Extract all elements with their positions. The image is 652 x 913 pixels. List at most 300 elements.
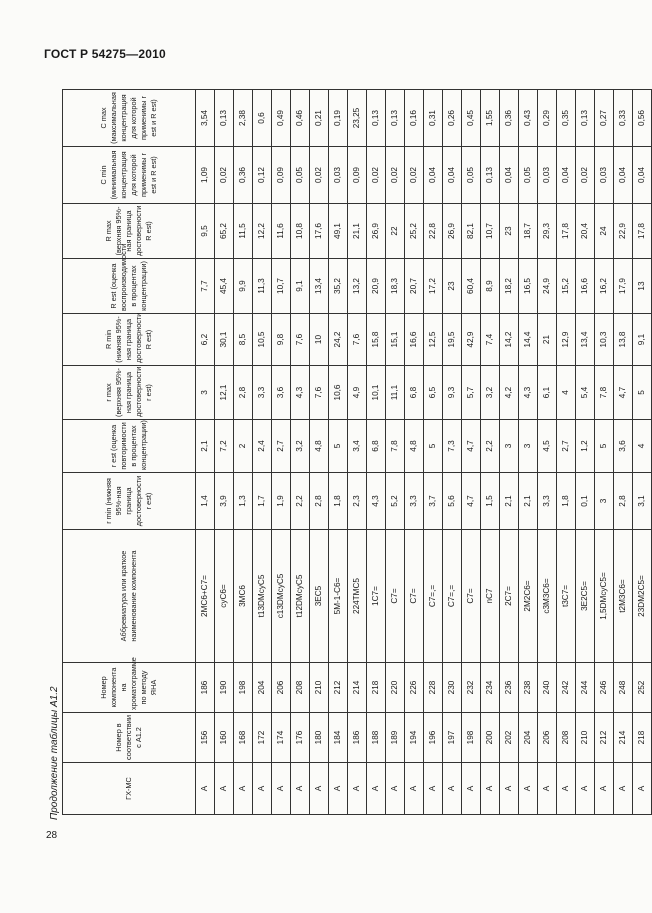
cell-R-max: 18,7: [519, 204, 538, 259]
cell-peak-number: 236: [500, 663, 519, 713]
cell-c-max: 0,13: [215, 90, 234, 147]
cell-c-min: 0,02: [310, 147, 329, 204]
cell-R-min: 10,5: [253, 314, 272, 366]
header-r-max: r max (верхняя 95%-ная граница достоверности r est): [63, 366, 196, 420]
cell-r-max: 4: [557, 366, 576, 420]
cell-c-max: 3,54: [196, 90, 215, 147]
cell-c-min: 0,04: [443, 147, 462, 204]
cell-number-a12: 180: [310, 713, 329, 763]
cell-R-max: 11,5: [234, 204, 253, 259]
cell-gcms: А: [633, 763, 652, 815]
cell-r-max: 7,6: [310, 366, 329, 420]
cell-R-max: 22,9: [614, 204, 633, 259]
cell-R-max: 82,1: [462, 204, 481, 259]
cell-abbreviation: C7=: [462, 530, 481, 663]
cell-r-est: 4,5: [538, 420, 557, 473]
table-caption: Продолжение таблицы А1.2: [49, 686, 60, 820]
cell-peak-number: 212: [329, 663, 348, 713]
cell-number-a12: 186: [348, 713, 367, 763]
cell-number-a12: 214: [614, 713, 633, 763]
cell-r-max: 5: [633, 366, 652, 420]
cell-abbreviation: C7=,=: [424, 530, 443, 663]
cell-c-max: 0,36: [500, 90, 519, 147]
cell-R-est: 13: [633, 259, 652, 314]
cell-abbreviation: 1C7=: [367, 530, 386, 663]
cell-R-min: 14,2: [500, 314, 519, 366]
header-row: [63, 90, 196, 815]
cell-R-max: 23: [500, 204, 519, 259]
cell-number-a12: 196: [424, 713, 443, 763]
cell-number-a12: 174: [272, 713, 291, 763]
cell-c-max: 0,45: [462, 90, 481, 147]
cell-abbreviation: C7=,=: [443, 530, 462, 663]
cell-abbreviation: c3M3C6=: [538, 530, 557, 663]
cell-r-min: 2,1: [500, 473, 519, 530]
cell-r-min: 3: [595, 473, 614, 530]
cell-number-a12: 188: [367, 713, 386, 763]
cell-R-est: 20,7: [405, 259, 424, 314]
cell-peak-number: 244: [576, 663, 595, 713]
cell-peak-number: 248: [614, 663, 633, 713]
cell-gcms: А: [253, 763, 272, 815]
cell-c-max: 1,55: [481, 90, 500, 147]
cell-gcms: А: [614, 763, 633, 815]
cell-r-min: 1,5: [481, 473, 500, 530]
cell-r-min: 5,6: [443, 473, 462, 530]
cell-gcms: А: [538, 763, 557, 815]
cell-c-min: 0,13: [481, 147, 500, 204]
cell-r-est: 4: [633, 420, 652, 473]
cell-r-min: 3,9: [215, 473, 234, 530]
rotated-table-wrapper: [62, 90, 646, 815]
cell-gcms: А: [234, 763, 253, 815]
header-gcms: ГХ-МС: [63, 763, 196, 815]
cell-number-a12: 156: [196, 713, 215, 763]
cell-c-max: 0,46: [291, 90, 310, 147]
cell-R-min: 15,8: [367, 314, 386, 366]
cell-gcms: А: [576, 763, 595, 815]
cell-R-max: 29,3: [538, 204, 557, 259]
header-peak-number: Номер компонента на хроматограмме по методу ЯНА: [63, 663, 196, 713]
cell-c-max: 0,16: [405, 90, 424, 147]
cell-c-min: 0,36: [234, 147, 253, 204]
cell-R-max: 20,4: [576, 204, 595, 259]
cell-peak-number: 210: [310, 663, 329, 713]
cell-r-min: 2,2: [291, 473, 310, 530]
cell-peak-number: 238: [519, 663, 538, 713]
cell-r-max: 2,8: [234, 366, 253, 420]
cell-r-est: 4,7: [462, 420, 481, 473]
cell-r-min: 0,1: [576, 473, 595, 530]
cell-c-min: 0,02: [386, 147, 405, 204]
table-row: [310, 90, 329, 815]
header-r-est: r est (оценка повторимости в процентах концентрации): [63, 420, 196, 473]
cell-abbreviation: t12DMcyC5: [291, 530, 310, 663]
cell-number-a12: 212: [595, 713, 614, 763]
table-row: [462, 90, 481, 815]
cell-c-min: 0,02: [215, 147, 234, 204]
cell-number-a12: 172: [253, 713, 272, 763]
cell-abbreviation: C7=: [386, 530, 405, 663]
cell-r-est: 6,8: [367, 420, 386, 473]
cell-R-est: 23: [443, 259, 462, 314]
cell-peak-number: 228: [424, 663, 443, 713]
cell-r-min: 1,4: [196, 473, 215, 530]
cell-R-est: 24,9: [538, 259, 557, 314]
cell-c-max: 0,31: [424, 90, 443, 147]
cell-c-min: 0,04: [557, 147, 576, 204]
cell-peak-number: 234: [481, 663, 500, 713]
cell-gcms: А: [595, 763, 614, 815]
table-row: [519, 90, 538, 815]
header-number-a12: Номер в соответствии с А1.2: [63, 713, 196, 763]
cell-abbreviation: C7=: [405, 530, 424, 663]
cell-abbreviation: 2C7=: [500, 530, 519, 663]
cell-abbreviation: 2МС6+С7=: [196, 530, 215, 663]
caption-wrapper: [48, 95, 62, 820]
cell-c-min: 0,05: [519, 147, 538, 204]
cell-c-min: 0,02: [576, 147, 595, 204]
cell-R-max: 9,5: [196, 204, 215, 259]
cell-peak-number: 186: [196, 663, 215, 713]
cell-r-max: 3,2: [481, 366, 500, 420]
cell-c-min: 0,03: [329, 147, 348, 204]
table-body: [196, 90, 652, 815]
cell-number-a12: 176: [291, 713, 310, 763]
cell-r-est: 1,2: [576, 420, 595, 473]
cell-c-max: 0,56: [633, 90, 652, 147]
cell-R-max: 17,8: [633, 204, 652, 259]
header-R-min: R min (нижняя 95%-ная граница достоверности R est): [63, 314, 196, 366]
cell-number-a12: 198: [462, 713, 481, 763]
cell-R-min: 8,5: [234, 314, 253, 366]
cell-r-max: 4,9: [348, 366, 367, 420]
table-row: [633, 90, 652, 815]
cell-peak-number: 252: [633, 663, 652, 713]
cell-r-max: 6,1: [538, 366, 557, 420]
table-row: [196, 90, 215, 815]
cell-r-est: 7,2: [215, 420, 234, 473]
cell-r-min: 1,8: [329, 473, 348, 530]
cell-c-min: 0,05: [462, 147, 481, 204]
cell-R-est: 17,2: [424, 259, 443, 314]
cell-R-min: 7,4: [481, 314, 500, 366]
cell-number-a12: 218: [633, 713, 652, 763]
cell-r-est: 2,2: [481, 420, 500, 473]
cell-r-est: 2,7: [557, 420, 576, 473]
cell-abbreviation: t3C7=: [557, 530, 576, 663]
cell-c-min: 0,12: [253, 147, 272, 204]
cell-R-min: 13,4: [576, 314, 595, 366]
cell-abbreviation: c13DMcyC5: [272, 530, 291, 663]
cell-r-min: 3,3: [405, 473, 424, 530]
cell-R-est: 17,9: [614, 259, 633, 314]
cell-r-est: 3: [500, 420, 519, 473]
cell-r-est: 7,8: [386, 420, 405, 473]
cell-c-min: 0,09: [348, 147, 367, 204]
cell-c-min: 0,04: [424, 147, 443, 204]
cell-r-min: 3,3: [538, 473, 557, 530]
cell-R-min: 15,1: [386, 314, 405, 366]
cell-abbreviation: 3MC6: [234, 530, 253, 663]
cell-r-max: 11,1: [386, 366, 405, 420]
cell-c-max: 0,6: [253, 90, 272, 147]
cell-R-max: 22: [386, 204, 405, 259]
cell-c-max: 0,13: [367, 90, 386, 147]
header-c-min: C min (минимальная концентрация для которой применимы r est и R est): [63, 147, 196, 204]
table-row: [538, 90, 557, 815]
cell-R-max: 10,7: [481, 204, 500, 259]
cell-R-max: 21,1: [348, 204, 367, 259]
cell-R-max: 12,2: [253, 204, 272, 259]
table-row: [481, 90, 500, 815]
cell-c-max: 0,49: [272, 90, 291, 147]
cell-c-min: 0,02: [367, 147, 386, 204]
cell-R-max: 26,9: [367, 204, 386, 259]
cell-gcms: А: [215, 763, 234, 815]
cell-R-min: 10: [310, 314, 329, 366]
cell-R-est: 16,2: [595, 259, 614, 314]
cell-gcms: А: [291, 763, 310, 815]
cell-peak-number: 214: [348, 663, 367, 713]
header-R-est: R est (оценка воспроизводимости в процентах концентрации): [63, 259, 196, 314]
cell-r-max: 7,8: [595, 366, 614, 420]
cell-c-min: 0,03: [595, 147, 614, 204]
cell-R-min: 13,8: [614, 314, 633, 366]
cell-abbreviation: 3E2C5=: [576, 530, 595, 663]
cell-r-est: 7,3: [443, 420, 462, 473]
table-row: [234, 90, 253, 815]
header-R-max: R max (верхняя 95%-ная граница достоверности R est): [63, 204, 196, 259]
cell-R-min: 14,4: [519, 314, 538, 366]
cell-abbreviation: cyC6=: [215, 530, 234, 663]
cell-R-max: 10,8: [291, 204, 310, 259]
cell-R-min: 6,2: [196, 314, 215, 366]
cell-R-max: 24: [595, 204, 614, 259]
cell-r-est: 2,4: [253, 420, 272, 473]
cell-number-a12: 202: [500, 713, 519, 763]
table-row: [576, 90, 595, 815]
cell-gcms: А: [272, 763, 291, 815]
cell-peak-number: 232: [462, 663, 481, 713]
cell-R-max: 17,6: [310, 204, 329, 259]
cell-number-a12: 189: [386, 713, 405, 763]
table-row: [348, 90, 367, 815]
cell-peak-number: 242: [557, 663, 576, 713]
cell-number-a12: 160: [215, 713, 234, 763]
cell-r-max: 4,3: [291, 366, 310, 420]
cell-r-est: 3,2: [291, 420, 310, 473]
cell-gcms: А: [443, 763, 462, 815]
cell-c-max: 0,26: [443, 90, 462, 147]
cell-R-min: 42,9: [462, 314, 481, 366]
cell-gcms: А: [481, 763, 500, 815]
cell-r-min: 3,7: [424, 473, 443, 530]
cell-R-est: 15,2: [557, 259, 576, 314]
table-row: [291, 90, 310, 815]
cell-R-est: 45,4: [215, 259, 234, 314]
cell-R-est: 35,2: [329, 259, 348, 314]
cell-peak-number: 220: [386, 663, 405, 713]
cell-abbreviation: 3EC5: [310, 530, 329, 663]
cell-r-min: 2,1: [519, 473, 538, 530]
cell-abbreviation: t2M3C6=: [614, 530, 633, 663]
cell-R-min: 24,2: [329, 314, 348, 366]
cell-r-min: 1,7: [253, 473, 272, 530]
cell-R-max: 11,6: [272, 204, 291, 259]
cell-r-est: 2,1: [196, 420, 215, 473]
page-number: 28: [46, 830, 58, 841]
cell-r-max: 12,1: [215, 366, 234, 420]
cell-R-max: 22,8: [424, 204, 443, 259]
cell-gcms: А: [462, 763, 481, 815]
cell-gcms: А: [367, 763, 386, 815]
table-row: [424, 90, 443, 815]
cell-peak-number: 226: [405, 663, 424, 713]
table-row: [557, 90, 576, 815]
cell-r-min: 4,7: [462, 473, 481, 530]
cell-R-max: 25,2: [405, 204, 424, 259]
cell-r-min: 1,9: [272, 473, 291, 530]
cell-peak-number: 230: [443, 663, 462, 713]
cell-number-a12: 204: [519, 713, 538, 763]
cell-R-min: 12,5: [424, 314, 443, 366]
cell-r-est: 4,8: [310, 420, 329, 473]
cell-r-min: 4,3: [367, 473, 386, 530]
cell-r-max: 3,6: [272, 366, 291, 420]
cell-r-min: 1,3: [234, 473, 253, 530]
document-header: ГОСТ Р 54275—2010: [44, 47, 166, 61]
cell-r-est: 3,6: [614, 420, 633, 473]
table-row: [443, 90, 462, 815]
cell-R-est: 13,4: [310, 259, 329, 314]
data-table: [62, 89, 652, 815]
table-row: [253, 90, 272, 815]
cell-R-est: 7,7: [196, 259, 215, 314]
cell-R-max: 49,1: [329, 204, 348, 259]
cell-R-est: 13,2: [348, 259, 367, 314]
table-row: [329, 90, 348, 815]
cell-c-max: 23,25: [348, 90, 367, 147]
cell-c-max: 0,33: [614, 90, 633, 147]
cell-R-est: 18,3: [386, 259, 405, 314]
cell-r-max: 6,8: [405, 366, 424, 420]
table-row: [215, 90, 234, 815]
header-r-min: r min (нижняя 95%-ная граница достоверности r est): [63, 473, 196, 530]
table-row: [614, 90, 633, 815]
table-row: [500, 90, 519, 815]
cell-R-min: 7,6: [348, 314, 367, 366]
cell-c-min: 0,02: [405, 147, 424, 204]
cell-r-max: 6,5: [424, 366, 443, 420]
cell-R-min: 7,6: [291, 314, 310, 366]
cell-r-est: 2,7: [272, 420, 291, 473]
cell-r-est: 3: [519, 420, 538, 473]
cell-r-min: 5,2: [386, 473, 405, 530]
cell-R-max: 26,9: [443, 204, 462, 259]
cell-gcms: А: [310, 763, 329, 815]
cell-peak-number: 206: [272, 663, 291, 713]
cell-gcms: А: [424, 763, 443, 815]
cell-c-min: 0,04: [500, 147, 519, 204]
cell-peak-number: 240: [538, 663, 557, 713]
cell-number-a12: 200: [481, 713, 500, 763]
cell-abbreviation: t13DMcyC5: [253, 530, 272, 663]
cell-c-max: 0,13: [386, 90, 405, 147]
table-row: [367, 90, 386, 815]
cell-number-a12: 194: [405, 713, 424, 763]
cell-R-min: 30,1: [215, 314, 234, 366]
cell-c-min: 0,03: [538, 147, 557, 204]
cell-gcms: А: [405, 763, 424, 815]
cell-c-max: 0,27: [595, 90, 614, 147]
cell-R-min: 16,6: [405, 314, 424, 366]
cell-c-max: 0,21: [310, 90, 329, 147]
cell-R-est: 11,3: [253, 259, 272, 314]
cell-number-a12: 206: [538, 713, 557, 763]
cell-r-min: 1,8: [557, 473, 576, 530]
cell-number-a12: 210: [576, 713, 595, 763]
cell-number-a12: 197: [443, 713, 462, 763]
cell-gcms: А: [386, 763, 405, 815]
cell-abbreviation: 2M2C6=: [519, 530, 538, 663]
cell-R-min: 10,3: [595, 314, 614, 366]
cell-r-est: 5: [595, 420, 614, 473]
cell-R-min: 12,9: [557, 314, 576, 366]
cell-c-max: 2,38: [234, 90, 253, 147]
cell-r-max: 3: [196, 366, 215, 420]
table-row: [386, 90, 405, 815]
table-row: [595, 90, 614, 815]
cell-r-est: 3,4: [348, 420, 367, 473]
table-row: [405, 90, 424, 815]
cell-abbreviation: nC7: [481, 530, 500, 663]
cell-abbreviation: 5M-1-C6=: [329, 530, 348, 663]
cell-r-min: 2,8: [614, 473, 633, 530]
cell-r-min: 3,1: [633, 473, 652, 530]
cell-number-a12: 168: [234, 713, 253, 763]
cell-r-max: 10,1: [367, 366, 386, 420]
cell-gcms: А: [519, 763, 538, 815]
cell-R-est: 9,9: [234, 259, 253, 314]
cell-c-min: 0,04: [614, 147, 633, 204]
cell-r-min: 2,8: [310, 473, 329, 530]
cell-R-min: 9,8: [272, 314, 291, 366]
cell-r-max: 10,6: [329, 366, 348, 420]
cell-peak-number: 208: [291, 663, 310, 713]
cell-peak-number: 198: [234, 663, 253, 713]
cell-R-min: 19,5: [443, 314, 462, 366]
cell-R-min: 21: [538, 314, 557, 366]
cell-r-max: 9,3: [443, 366, 462, 420]
cell-R-est: 20,9: [367, 259, 386, 314]
cell-c-min: 0,05: [291, 147, 310, 204]
cell-peak-number: 218: [367, 663, 386, 713]
cell-abbreviation: 1,5DMcyC5=: [595, 530, 614, 663]
cell-number-a12: 184: [329, 713, 348, 763]
cell-R-max: 65,2: [215, 204, 234, 259]
cell-c-max: 0,43: [519, 90, 538, 147]
cell-c-max: 0,35: [557, 90, 576, 147]
cell-R-est: 16,5: [519, 259, 538, 314]
cell-c-min: 1,09: [196, 147, 215, 204]
header-abbreviation: Аббревиатура или краткое наименование компонента: [63, 530, 196, 663]
cell-c-min: 0,04: [633, 147, 652, 204]
cell-c-max: 0,13: [576, 90, 595, 147]
cell-r-max: 3,3: [253, 366, 272, 420]
cell-R-est: 9,1: [291, 259, 310, 314]
cell-c-max: 0,29: [538, 90, 557, 147]
